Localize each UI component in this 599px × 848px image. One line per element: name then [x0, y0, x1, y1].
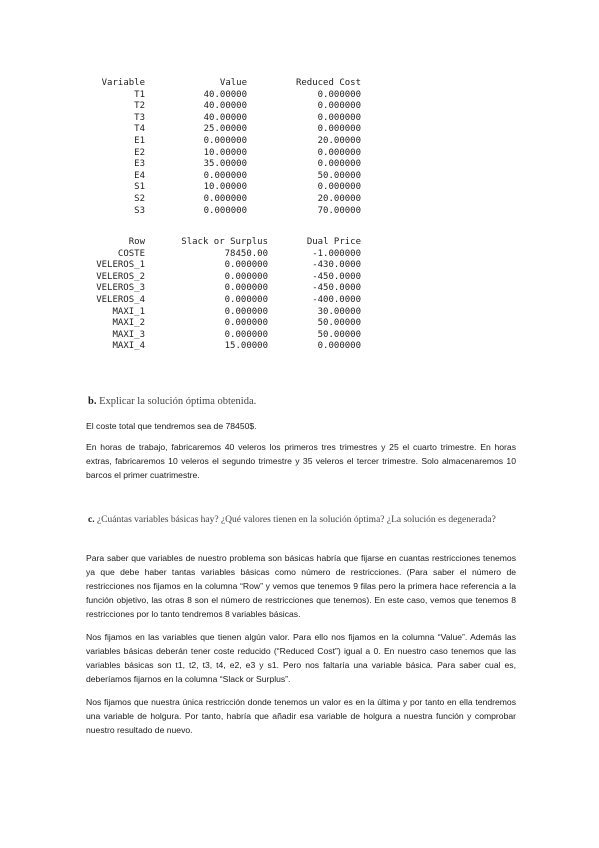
variables-col-2: 0.000000 [203, 193, 247, 204]
rows-row [88, 260, 378, 272]
variables-col-1: T3 [134, 112, 145, 123]
section-b-heading [88, 396, 256, 407]
variables-col-2: 10.00000 [203, 182, 247, 193]
variables-col-1: E2 [134, 147, 145, 158]
variables-col-1: Variable [101, 78, 145, 88]
variables-col-1: T2 [134, 101, 145, 112]
rows-col-2: 15.00000 [224, 341, 268, 352]
variables-col-3: Reduced Cost [295, 78, 361, 88]
section-c-paragraph: Nos fijamos que nuestra única restricción donde tenemos un valor es en la última y por tanto en ella tendremos una variable de holgura. Por tanto, habría que añadir esa variable de holgura a nuestra función y comprobar nuestro resultado de nuevo. [86, 697, 516, 735]
variables-col-1: S3 [134, 205, 145, 216]
rows-col-1: MAXI_3 [112, 329, 145, 340]
section-c-paragraph: Nos fijamos en las variables que tienen algún valor. Para ello nos fijamos en la columna “Value”. Además las variables básicas deberán tener coste reducido (“Reduced Cost”) igual a 0. En nuestro caso tenemos que las variables básicas son t1, t2, t3, t4, e2, e3 y s1. Pero nos faltaría una variable básica. Para saber cual es, deberíamos fijarnos en la columna “Slack or Surplus”. [86, 632, 516, 684]
rows-col-2: 0.000000 [224, 271, 268, 282]
rows-table [88, 237, 378, 353]
variables-col-2: 35.00000 [203, 159, 247, 170]
section-b-paragraph: En horas de trabajo, fabricaremos 40 veleros los primeros tres trimestres y 25 el cuarto trimestre. En horas extras, fabricaremos 10 veleros el segundo trimestre y 35 veleros el tercer trimestre. Solo almacenaremos 10 barcos el primer cuatrimestre. [86, 442, 516, 480]
rows-col-2: 0.000000 [224, 283, 268, 294]
rows-row [88, 341, 378, 353]
rows-row [88, 249, 378, 261]
rows-col-1: VELEROS_4 [96, 294, 145, 305]
rows-row [88, 295, 378, 307]
rows-row [88, 330, 378, 342]
rows-col-1: COSTE [117, 248, 145, 259]
rows-col-3: -450.0000 [312, 271, 361, 282]
rows-col-1: VELEROS_1 [96, 260, 145, 271]
section-c-heading [88, 514, 518, 527]
variables-col-3: 70.00000 [317, 205, 361, 216]
section-c-letter: c. [88, 515, 95, 525]
variables-col-2: 0.000000 [203, 205, 247, 216]
variables-col-2: 0.000000 [203, 135, 247, 146]
variables-col-2: 40.00000 [203, 112, 247, 123]
variables-header-row [88, 78, 378, 90]
variables-col-2: 40.00000 [203, 101, 247, 112]
variables-col-3: 0.000000 [317, 159, 361, 170]
rows-header-row [88, 237, 378, 249]
variables-col-2: 10.00000 [203, 147, 247, 158]
variables-col-3: 0.000000 [317, 147, 361, 158]
section-b-answer [86, 419, 516, 482]
rows-col-1: MAXI_1 [112, 306, 145, 317]
section-c-paragraph: Para saber que variables de nuestro problema son básicas habría que fijarse en cuantas restricciones tenemos ya que debe haber tantas variables básicas como número de restricciones. (Para saber el número de restricciones nos fijamos en la columna “Row” y vemos que tenemos 9 filas pero la primera hace referencia a la función objetivo, las otras 8 son el número de restricciones que tenemos). En este caso, vemos que tenemos 8 restricciones por lo tanto tendremos 8 variables básicas. [86, 553, 516, 619]
variables-col-2: 0.000000 [203, 170, 247, 181]
rows-col-1: VELEROS_2 [96, 271, 145, 282]
variables-row [88, 194, 378, 206]
rows-col-2: Slack or Surplus [181, 237, 268, 247]
rows-col-3: -450.0000 [312, 283, 361, 294]
section-c-title: ¿Cuántas variables básicas hay? ¿Qué valores tienen en la solución óptima? ¿La solución es degenerada? [96, 515, 496, 525]
rows-col-3: 50.00000 [317, 318, 361, 329]
rows-col-3: 30.00000 [317, 306, 361, 317]
variables-row [88, 159, 378, 171]
section-b-paragraph: El coste total que tendremos sea de 78450$. [86, 421, 257, 431]
variables-row [88, 136, 378, 148]
variables-col-1: S2 [134, 193, 145, 204]
variables-row [88, 90, 378, 102]
rows-col-1: MAXI_2 [112, 318, 145, 329]
rows-col-1: MAXI_4 [112, 341, 145, 352]
section-b-title: Explicar la solución óptima obtenida. [99, 396, 257, 407]
rows-col-2: 0.000000 [224, 306, 268, 317]
rows-row [88, 307, 378, 319]
rows-col-2: 0.000000 [224, 329, 268, 340]
variables-row [88, 113, 378, 125]
rows-col-2: 0.000000 [224, 294, 268, 305]
variables-col-3: 20.00000 [317, 193, 361, 204]
variables-row [88, 206, 378, 218]
variables-row [88, 171, 378, 183]
rows-row [88, 283, 378, 295]
section-b-letter: b. [88, 396, 97, 407]
rows-col-3: 0.000000 [317, 341, 361, 352]
rows-col-2: 78450.00 [224, 248, 268, 259]
variables-table [88, 78, 378, 217]
rows-col-3: -1.000000 [312, 248, 361, 259]
variables-row [88, 182, 378, 194]
rows-col-1: VELEROS_3 [96, 283, 145, 294]
section-c-answer [86, 551, 516, 737]
rows-row [88, 318, 378, 330]
variables-col-1: S1 [134, 182, 145, 193]
variables-col-1: E1 [134, 135, 145, 146]
rows-col-1: Row [128, 237, 145, 247]
rows-col-3: -400.0000 [312, 294, 361, 305]
variables-col-3: 0.000000 [317, 124, 361, 135]
variables-col-2: Value [219, 78, 247, 88]
rows-col-2: 0.000000 [224, 318, 268, 329]
rows-row [88, 272, 378, 284]
variables-col-3: 0.000000 [317, 101, 361, 112]
variables-col-2: 40.00000 [203, 89, 247, 100]
variables-col-2: 25.00000 [203, 124, 247, 135]
variables-col-3: 50.00000 [317, 170, 361, 181]
variables-col-1: T4 [134, 124, 145, 135]
rows-col-2: 0.000000 [224, 260, 268, 271]
rows-col-3: Dual Price [306, 237, 361, 247]
variables-col-1: E3 [134, 159, 145, 170]
variables-col-3: 20.00000 [317, 135, 361, 146]
variables-row [88, 124, 378, 136]
variables-row [88, 148, 378, 160]
rows-col-3: -430.0000 [312, 260, 361, 271]
variables-col-3: 0.000000 [317, 112, 361, 123]
variables-row [88, 101, 378, 113]
variables-col-3: 0.000000 [317, 89, 361, 100]
variables-col-3: 0.000000 [317, 182, 361, 193]
variables-col-1: E4 [134, 170, 145, 181]
variables-col-1: T1 [134, 89, 145, 100]
rows-col-3: 50.00000 [317, 329, 361, 340]
